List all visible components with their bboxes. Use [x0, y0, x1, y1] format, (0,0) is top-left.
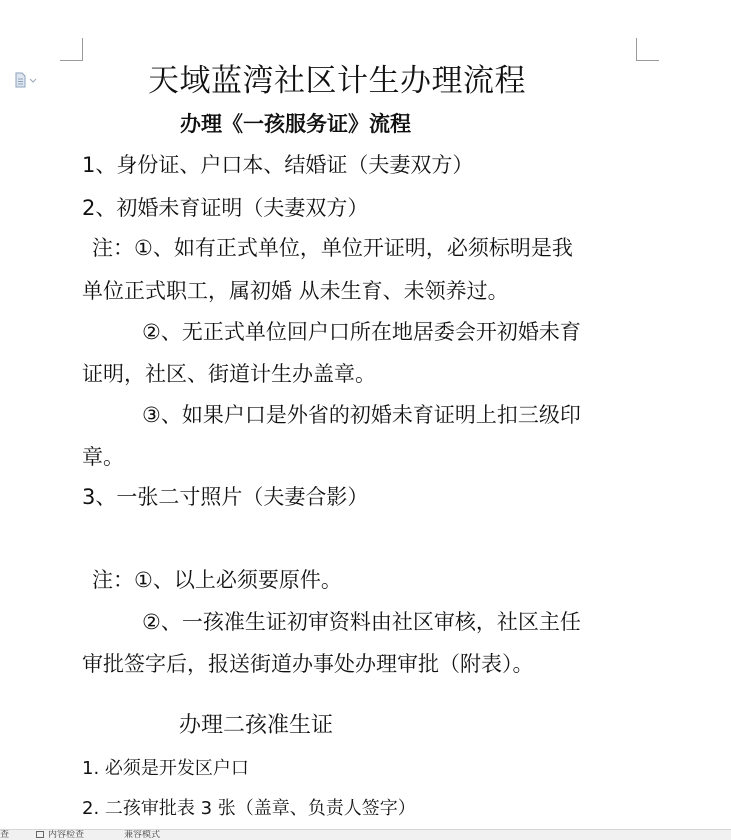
document-title: 天域蓝湾社区计生办理流程 — [148, 63, 526, 99]
note-line-9: 审批签字后，报送街道办事处办理审批（附表）。 — [82, 652, 534, 676]
page-corner-mark-top-right — [636, 38, 659, 61]
requirement-line-3: 3、一张二寸照片（夫妻合影） — [82, 485, 369, 509]
content-check-icon — [36, 831, 44, 838]
status-item-left[interactable]: 查 — [0, 830, 10, 840]
note-line-5: ③、如果户口是外省的初婚未育证明上扣三级印 — [142, 403, 581, 427]
section-2-item-2: 2. 二孩审批表 3 张（盖章、负责人签字） — [82, 798, 416, 819]
note-line-8: ②、一孩准生证初审资料由社区审核，社区主任 — [142, 610, 581, 634]
document-page-icon[interactable] — [14, 72, 40, 88]
status-item-compat-mode[interactable]: 兼容模式 — [124, 830, 161, 840]
note-line-2: 单位正式职工，属初婚 从未生育、未领养过。 — [82, 279, 509, 303]
requirement-line-2: 2、初婚未育证明（夫妻双方） — [82, 196, 369, 220]
section-2-heading: 办理二孩准生证 — [179, 713, 334, 738]
section-2-item-1: 1. 必须是开发区户口 — [82, 758, 249, 779]
note-line-3: ②、无正式单位回户口所在地居委会开初婚未育 — [142, 320, 581, 344]
requirement-line-1: 1、身份证、户口本、结婚证（夫妻双方） — [82, 153, 474, 177]
status-bar — [0, 829, 731, 840]
document-subtitle: 办理《一孩服务证》流程 — [180, 112, 411, 136]
note-line-7: 注：①、以上必须要原件。 — [92, 568, 342, 592]
note-line-6: 章。 — [82, 445, 124, 469]
status-item-content-check[interactable]: 内容检查 — [48, 830, 85, 840]
page-corner-mark-top-left — [60, 38, 83, 61]
note-line-4: 证明，社区、街道计生办盖章。 — [82, 362, 376, 386]
note-line-1: 注：①、如有正式单位，单位开证明，必须标明是我 — [92, 236, 573, 260]
